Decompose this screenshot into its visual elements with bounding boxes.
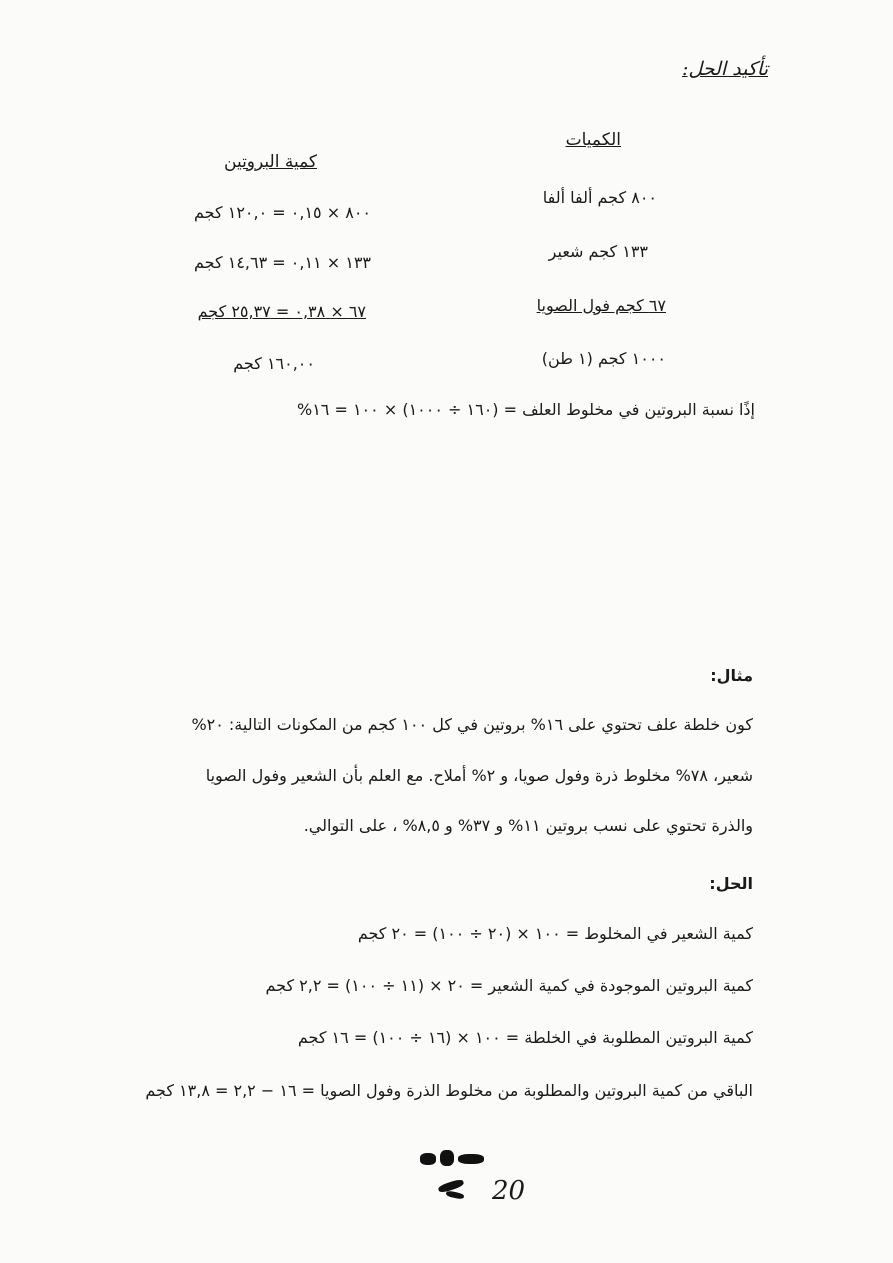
example-heading: مثال:: [710, 666, 753, 685]
solution-line: كمية البروتين المطلوبة في الخلطة = ١٠٠ × (١٦ ÷ ١٠٠) = ١٦ كجم: [297, 1028, 753, 1047]
conclusion-line: إذًا نسبة البروتين في مخلوط العلف = (١٦٠ ÷ ١٠٠٠) × ١٠٠ = ١٦%: [296, 400, 755, 419]
solution-heading: الحل:: [709, 874, 753, 893]
table-total-protein: ١٦٠,٠٠ كجم: [233, 354, 315, 373]
table-total-quantity: ١٠٠٠ كجم (١ طن): [541, 349, 666, 368]
page-number: 20: [492, 1176, 526, 1206]
table-row-quantity: ٦٧ كجم فول الصويا: [536, 296, 666, 315]
example-line: كون خلطة علف تحتوي على ١٦% بروتين في كل ١٠٠ كجم من المكونات التالية: ٢٠%: [191, 715, 753, 734]
column-header-protein: كمية البروتين: [224, 152, 317, 172]
table-row-protein: ١٣٣ × ٠,١١ = ١٤,٦٣ كجم: [194, 253, 371, 272]
table-row-protein: ٦٧ × ٠,٣٨ = ٢٥,٣٧ كجم: [197, 302, 366, 321]
solution-line: الباقي من كمية البروتين والمطلوبة من مخلوط الذرة وفول الصويا = ١٦ − ٢,٢ = ١٣,٨ كجم: [145, 1081, 753, 1100]
column-header-quantities: الكميات: [565, 130, 621, 150]
solution-line: كمية البروتين الموجودة في كمية الشعير = ٢٠ × (١١ ÷ ١٠٠) = ٢,٢ كجم: [265, 976, 753, 995]
table-row-quantity: ١٣٣ كجم شعير: [548, 242, 648, 261]
example-line: شعير، ٧٨% مخلوط ذرة وفول صويا، و ٢% أملاح. مع العلم بأن الشعير وفول الصويا: [205, 766, 753, 785]
confirmation-heading: تأكيد الحل:: [682, 58, 768, 80]
table-row-protein: ٨٠٠ × ٠,١٥ = ١٢٠,٠ كجم: [194, 203, 371, 222]
example-line: والذرة تحتوي على نسب بروتين ١١% و ٣٧% و ٨,٥% ، على التوالي.: [303, 816, 753, 835]
table-row-quantity: ٨٠٠ كجم ألفا ألفا: [542, 188, 657, 207]
solution-line: كمية الشعير في المخلوط = ١٠٠ × (٢٠ ÷ ١٠٠) = ٢٠ كجم: [357, 924, 753, 943]
